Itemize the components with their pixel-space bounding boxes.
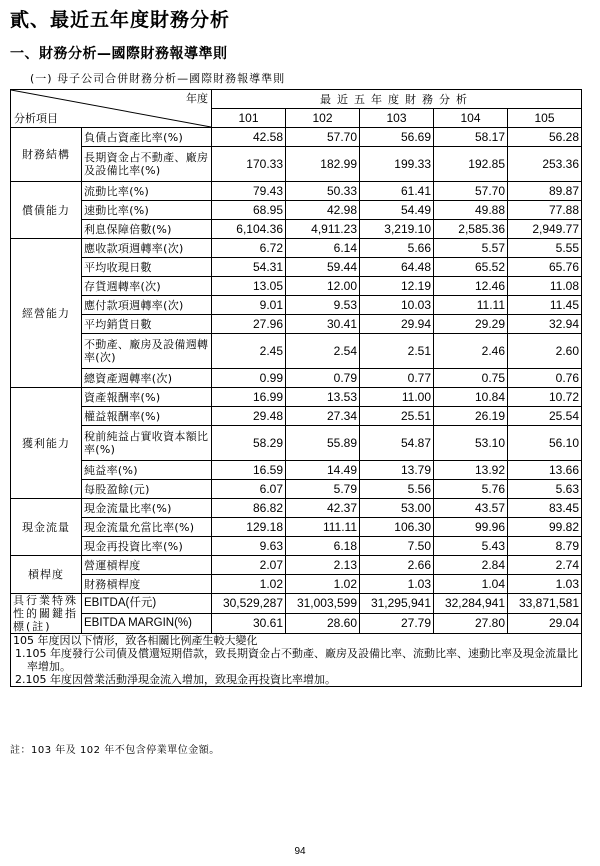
value-cell: 0.77 [360, 369, 434, 388]
item-label: 平均銷貨日數 [82, 315, 212, 334]
value-cell: 30.41 [286, 315, 360, 334]
value-cell: 56.69 [360, 128, 434, 147]
value-cell: 2.54 [286, 334, 360, 369]
value-cell: 1.02 [286, 575, 360, 594]
item-label: 現金流量比率(%) [82, 499, 212, 518]
category-cell: 槓桿度 [11, 556, 82, 594]
value-cell: 2.45 [212, 334, 286, 369]
value-cell: 2,585.36 [434, 220, 508, 239]
value-cell: 25.51 [360, 407, 434, 426]
value-cell: 30.61 [212, 614, 286, 634]
value-cell: 170.33 [212, 147, 286, 182]
value-cell: 1.02 [212, 575, 286, 594]
item-label: 流動比率(%) [82, 182, 212, 201]
value-cell: 25.54 [508, 407, 582, 426]
footnote: 註：103 年及 102 年不包含停業單位金額。 [10, 745, 220, 756]
value-cell: 31,003,599 [286, 594, 360, 614]
category-cell: 具行業特殊性的關鍵指標(註) [11, 594, 82, 634]
value-cell: 5.57 [434, 239, 508, 258]
value-cell: 6.18 [286, 537, 360, 556]
value-cell: 8.79 [508, 537, 582, 556]
table-row [11, 537, 582, 556]
value-cell: 2.51 [360, 334, 434, 369]
value-cell: 16.99 [212, 388, 286, 407]
note-line: 1.105 年度發行公司債及償還短期借款，致長期資金占不動產、廠房及設備比率、流動比率、速動比率及現金流量比率增加。 [15, 647, 578, 673]
value-cell: 9.01 [212, 296, 286, 315]
item-label: 財務槓桿度 [82, 575, 212, 594]
value-cell: 182.99 [286, 147, 360, 182]
value-cell: 129.18 [212, 518, 286, 537]
value-cell: 43.57 [434, 499, 508, 518]
value-cell: 65.52 [434, 258, 508, 277]
value-cell: 99.82 [508, 518, 582, 537]
item-label: 長期資金占不動產、廠房及設備比率(%) [82, 147, 212, 182]
table-row [11, 369, 582, 388]
value-cell: 13.66 [508, 461, 582, 480]
table-row [11, 614, 582, 634]
value-cell: 2.07 [212, 556, 286, 575]
table-row [11, 407, 582, 426]
value-cell: 49.88 [434, 201, 508, 220]
value-cell: 2.60 [508, 334, 582, 369]
value-cell: 42.37 [286, 499, 360, 518]
year-group-header: 最近五年度財務分析 [212, 90, 582, 109]
value-cell: 2.46 [434, 334, 508, 369]
item-label: EBITDA MARGIN(%) [82, 614, 212, 634]
table-row [11, 461, 582, 480]
value-cell: 0.76 [508, 369, 582, 388]
value-cell: 6.14 [286, 239, 360, 258]
value-cell: 5.55 [508, 239, 582, 258]
value-cell: 253.36 [508, 147, 582, 182]
value-cell: 13.05 [212, 277, 286, 296]
table-row [11, 594, 582, 614]
value-cell: 83.45 [508, 499, 582, 518]
item-label: 純益率(%) [82, 461, 212, 480]
value-cell: 199.33 [360, 147, 434, 182]
value-cell: 10.03 [360, 296, 434, 315]
value-cell: 6.72 [212, 239, 286, 258]
page-title: 貳、最近五年度財務分析 [10, 9, 231, 31]
table-row [11, 258, 582, 277]
table-row [11, 201, 582, 220]
value-cell: 5.76 [434, 480, 508, 499]
item-label: 總資產週轉率(次) [82, 369, 212, 388]
category-cell: 償債能力 [11, 182, 82, 239]
table-row [11, 334, 582, 369]
value-cell: 89.87 [508, 182, 582, 201]
table-row [11, 182, 582, 201]
corner-year-label: 年度 [186, 92, 208, 105]
table-row [11, 296, 582, 315]
item-label: 權益報酬率(%) [82, 407, 212, 426]
value-cell: 106.30 [360, 518, 434, 537]
value-cell: 29.29 [434, 315, 508, 334]
value-cell: 29.04 [508, 614, 582, 634]
year-header: 102 [286, 109, 360, 128]
value-cell: 65.76 [508, 258, 582, 277]
year-header: 105 [508, 109, 582, 128]
value-cell: 99.96 [434, 518, 508, 537]
value-cell: 2.74 [508, 556, 582, 575]
value-cell: 29.94 [360, 315, 434, 334]
table-row [11, 315, 582, 334]
year-header: 104 [434, 109, 508, 128]
value-cell: 12.00 [286, 277, 360, 296]
value-cell: 5.79 [286, 480, 360, 499]
item-label: 應收款項週轉率(次) [82, 239, 212, 258]
value-cell: 0.99 [212, 369, 286, 388]
notes-row [11, 634, 582, 687]
table-row [11, 220, 582, 239]
item-label: 每股盈餘(元) [82, 480, 212, 499]
note-line: 105 年度因以下情形，致各相關比例產生較大變化 [13, 634, 258, 647]
year-header: 103 [360, 109, 434, 128]
section-heading: 一、財務分析—國際財務報導準則 [10, 46, 228, 62]
value-cell: 27.79 [360, 614, 434, 634]
category-cell: 財務結構 [11, 128, 82, 182]
value-cell: 58.29 [212, 426, 286, 461]
table-row [11, 556, 582, 575]
value-cell: 32.94 [508, 315, 582, 334]
value-cell: 27.96 [212, 315, 286, 334]
value-cell: 9.53 [286, 296, 360, 315]
value-cell: 56.10 [508, 426, 582, 461]
value-cell: 4,911.23 [286, 220, 360, 239]
corner-item-label: 分析項目 [14, 112, 58, 125]
value-cell: 56.28 [508, 128, 582, 147]
table-row [11, 239, 582, 258]
value-cell: 6,104.36 [212, 220, 286, 239]
value-cell: 50.33 [286, 182, 360, 201]
item-label: 資產報酬率(%) [82, 388, 212, 407]
item-label: 現金流量允當比率(%) [82, 518, 212, 537]
corner-header-cell [11, 90, 212, 128]
item-label: 稅前純益占實收資本額比率(%) [82, 426, 212, 461]
value-cell: 1.03 [508, 575, 582, 594]
table-row [11, 426, 582, 461]
item-label: 存貨週轉率(次) [82, 277, 212, 296]
table-row [11, 575, 582, 594]
value-cell: 11.11 [434, 296, 508, 315]
value-cell: 11.45 [508, 296, 582, 315]
value-cell: 28.60 [286, 614, 360, 634]
item-label: 利息保障倍數(%) [82, 220, 212, 239]
value-cell: 111.11 [286, 518, 360, 537]
value-cell: 6.07 [212, 480, 286, 499]
value-cell: 57.70 [286, 128, 360, 147]
value-cell: 2.84 [434, 556, 508, 575]
value-cell: 16.59 [212, 461, 286, 480]
value-cell: 26.19 [434, 407, 508, 426]
table-row [11, 128, 582, 147]
value-cell: 32,284,941 [434, 594, 508, 614]
value-cell: 10.72 [508, 388, 582, 407]
value-cell: 54.87 [360, 426, 434, 461]
table-row [11, 388, 582, 407]
value-cell: 11.00 [360, 388, 434, 407]
value-cell: 13.79 [360, 461, 434, 480]
value-cell: 0.75 [434, 369, 508, 388]
item-label: EBITDA(仟元) [82, 594, 212, 614]
table-row [11, 277, 582, 296]
value-cell: 77.88 [508, 201, 582, 220]
value-cell: 86.82 [212, 499, 286, 518]
value-cell: 192.85 [434, 147, 508, 182]
value-cell: 58.17 [434, 128, 508, 147]
value-cell: 2.66 [360, 556, 434, 575]
value-cell: 11.08 [508, 277, 582, 296]
value-cell: 5.43 [434, 537, 508, 556]
table-row [11, 499, 582, 518]
item-label: 營運槓桿度 [82, 556, 212, 575]
value-cell: 5.63 [508, 480, 582, 499]
value-cell: 5.66 [360, 239, 434, 258]
category-cell: 經營能力 [11, 239, 82, 388]
value-cell: 13.53 [286, 388, 360, 407]
value-cell: 5.56 [360, 480, 434, 499]
year-header: 101 [212, 109, 286, 128]
value-cell: 42.98 [286, 201, 360, 220]
item-label: 不動產、廠房及設備週轉率(次) [82, 334, 212, 369]
value-cell: 27.80 [434, 614, 508, 634]
table-row [11, 480, 582, 499]
value-cell: 2,949.77 [508, 220, 582, 239]
item-label: 負債占資產比率(%) [82, 128, 212, 147]
value-cell: 2.13 [286, 556, 360, 575]
value-cell: 61.41 [360, 182, 434, 201]
value-cell: 54.49 [360, 201, 434, 220]
category-cell: 現金流量 [11, 499, 82, 556]
value-cell: 29.48 [212, 407, 286, 426]
value-cell: 7.50 [360, 537, 434, 556]
value-cell: 68.95 [212, 201, 286, 220]
value-cell: 1.04 [434, 575, 508, 594]
notes-cell [11, 634, 582, 687]
table-row [11, 518, 582, 537]
value-cell: 1.03 [360, 575, 434, 594]
page-number: 94 [294, 846, 306, 857]
value-cell: 0.79 [286, 369, 360, 388]
value-cell: 59.44 [286, 258, 360, 277]
value-cell: 42.58 [212, 128, 286, 147]
value-cell: 64.48 [360, 258, 434, 277]
item-label: 應付款項週轉率(次) [82, 296, 212, 315]
value-cell: 53.00 [360, 499, 434, 518]
value-cell: 10.84 [434, 388, 508, 407]
value-cell: 30,529,287 [212, 594, 286, 614]
item-label: 速動比率(%) [82, 201, 212, 220]
value-cell: 57.70 [434, 182, 508, 201]
table-row [11, 147, 582, 182]
value-cell: 55.89 [286, 426, 360, 461]
financial-analysis-table [10, 89, 582, 687]
item-label: 平均收現日數 [82, 258, 212, 277]
value-cell: 14.49 [286, 461, 360, 480]
value-cell: 33,871,581 [508, 594, 582, 614]
value-cell: 9.63 [212, 537, 286, 556]
value-cell: 79.43 [212, 182, 286, 201]
value-cell: 12.46 [434, 277, 508, 296]
item-label: 現金再投資比率(%) [82, 537, 212, 556]
note-line: 2.105 年度因營業活動淨現金流入增加，致現金再投資比率增加。 [15, 673, 336, 686]
value-cell: 31,295,941 [360, 594, 434, 614]
table-subtitle: (一) 母子公司合併財務分析—國際財務報導準則 [30, 72, 286, 85]
value-cell: 53.10 [434, 426, 508, 461]
category-cell: 獲利能力 [11, 388, 82, 499]
value-cell: 27.34 [286, 407, 360, 426]
value-cell: 3,219.10 [360, 220, 434, 239]
value-cell: 54.31 [212, 258, 286, 277]
value-cell: 13.92 [434, 461, 508, 480]
value-cell: 12.19 [360, 277, 434, 296]
